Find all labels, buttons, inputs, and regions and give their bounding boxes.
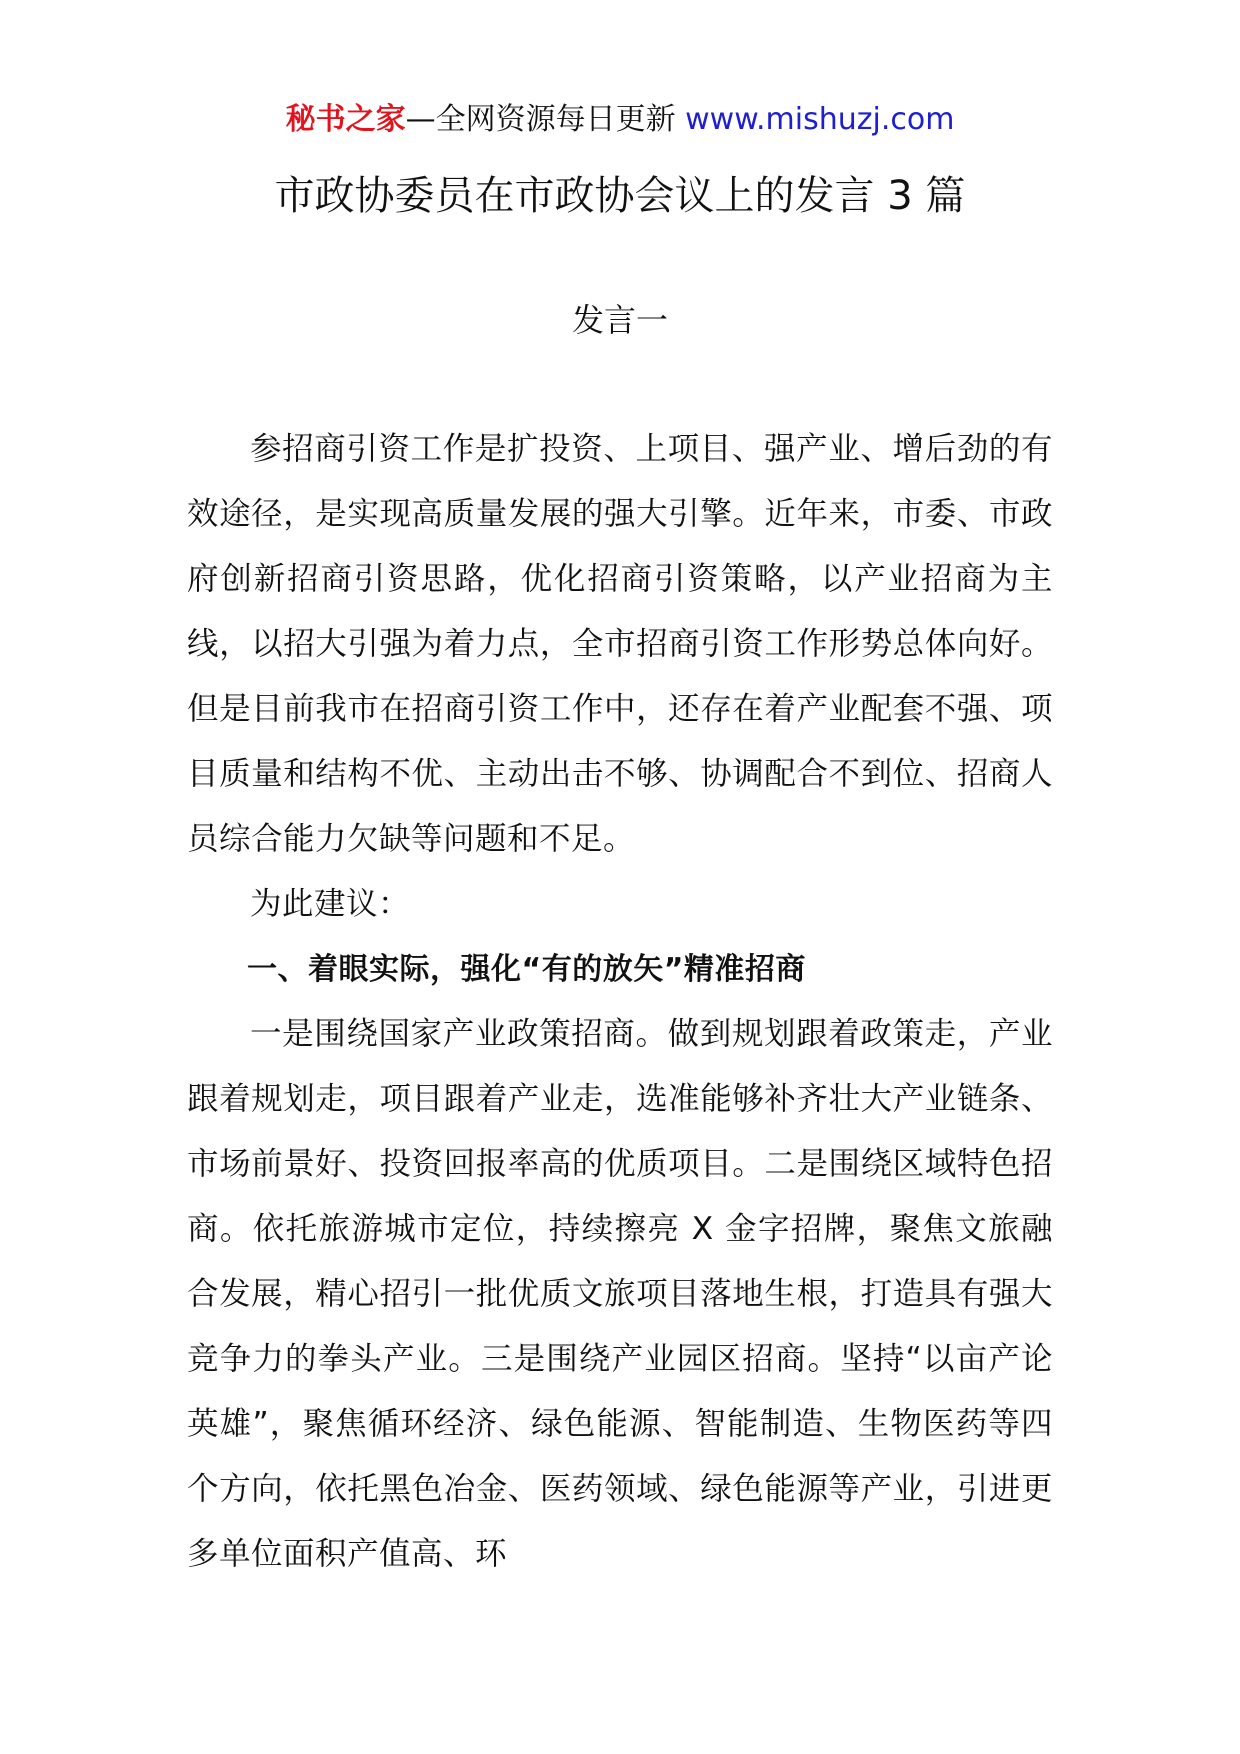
paragraph-proposal-lead: 为此建议： bbox=[250, 886, 411, 922]
paragraph-detail: 一是围绕国家产业政策招商。做到规划跟着政策走，产业跟着规划走，项目跟着产业走，选准能够补齐壮大产业链条、市场前景好、投资回报率高的优质项目。二是围绕区域特色招商。依托旅游城市定位，持续擦亮 X 金字招牌，聚焦文旅融合发展，精心招引一批优质文旅项目落地生根，打造具有强大竞争力的拳头产业。三是围绕产业园区招商。坚持“以亩产论英雄”，聚焦循环经济、绿色能源、智能制造、生物医药等四个方向，依托黑色冶金、医药领域、绿色能源等产业，引进更多单位面积产值高、环 bbox=[187, 1016, 1053, 1572]
banner-slogan: —全网资源每日更新 bbox=[405, 102, 686, 137]
banner-brand: 秘书之家 bbox=[285, 102, 406, 137]
paragraph-intro: 参招商引资工作是扩投资、上项目、强产业、增后劲的有效途径，是实现高质量发展的强大引擎。近年来，市委、市政府创新招商引资思路，优化招商引资策略，以产业招商为主线，以招大引强为着力点，全市招商引资工作形势总体向好。但是目前我市在招商引资工作中，还存在着产业配套不强、项目质量和结构不优、主动出击不够、协调配合不到位、招商人员综合能力欠缺等问题和不足。 bbox=[187, 431, 1053, 857]
site-banner bbox=[0, 98, 1240, 142]
document-body bbox=[187, 417, 1053, 1587]
section-heading: 发言一 bbox=[571, 301, 668, 339]
document-title: 市政协委员在市政协会议上的发言 3 篇 bbox=[274, 173, 966, 219]
banner-url-link[interactable]: www.mishuzj.com bbox=[685, 102, 955, 137]
paragraph-heading-one: 一、着眼实际，强化“有的放矢”精准招商 bbox=[247, 952, 806, 987]
